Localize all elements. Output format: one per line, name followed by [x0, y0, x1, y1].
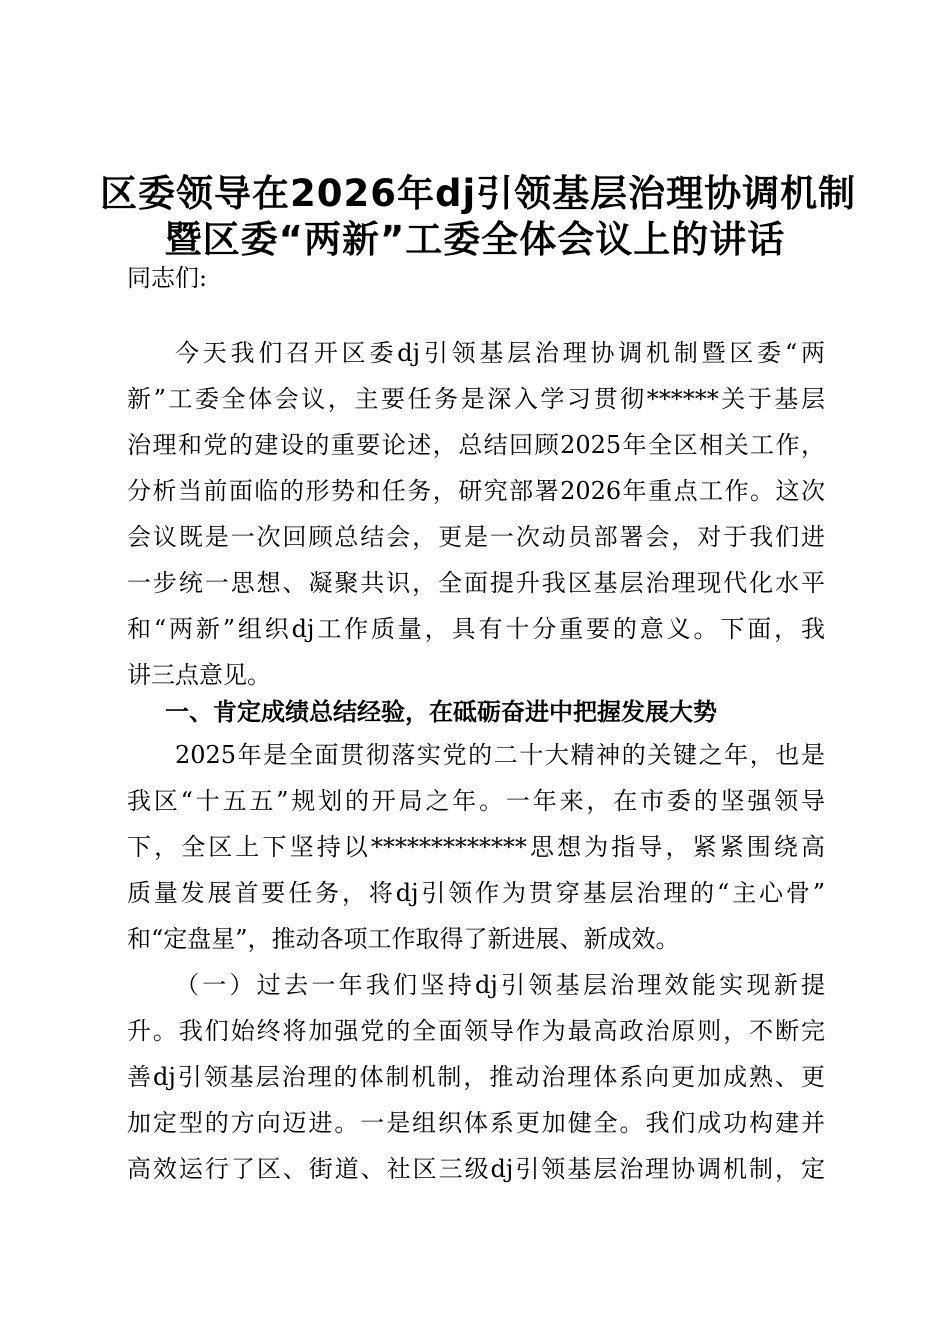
paragraph-line: 我区“十五五”规划的开局之年。一年来，在市委的坚强领导 [127, 787, 825, 815]
paragraph-line: 一步统一思想、凝聚共识，全面提升我区基层治理现代化水平 [127, 569, 825, 597]
paragraph-line: 升。我们始终将加强党的全面领导作为最高政治原则，不断完 [127, 1017, 825, 1045]
paragraph-line: 下，全区上下坚持以*************思想为指导，紧紧围绕高 [127, 833, 825, 861]
section-heading: 一、肯定成绩总结经验，在砥砺奋进中把握发展大势 [165, 698, 717, 726]
paragraph-line: 讲三点意见。 [127, 661, 271, 689]
paragraph-line: 治理和党的建设的重要论述，总结回顾2025年全区相关工作， [127, 431, 825, 459]
paragraph-line: 今天我们召开区委dj引领基层治理协调机制暨区委“两 [175, 339, 825, 367]
paragraph-line: 加定型的方向迈进。一是组织体系更加健全。我们成功构建并 [127, 1109, 825, 1137]
paragraph-line: 新”工委全体会议，主要任务是深入学习贯彻******关于基层 [127, 385, 825, 413]
paragraph-line: 会议既是一次回顾总结会，更是一次动员部署会，对于我们进 [127, 523, 825, 551]
subsection-heading-line: （一）过去一年我们坚持dj引领基层治理效能实现新提 [175, 971, 825, 999]
paragraph-line: 和“定盘星”，推动各项工作取得了新进展、新成效。 [127, 925, 680, 953]
document-title-line-1: 区委领导在2026年dj引领基层治理协调机制 [100, 172, 857, 215]
salutation: 同志们: [127, 264, 208, 292]
paragraph-line: 质量发展首要任务，将dj引领作为贯穿基层治理的“主心骨” [127, 879, 825, 907]
paragraph-line: 善dj引领基层治理的体制机制，推动治理体系向更加成熟、更 [127, 1063, 825, 1091]
paragraph-line: 高效运行了区、街道、社区三级dj引领基层治理协调机制，定 [127, 1155, 825, 1183]
paragraph-line: 分析当前面临的形势和任务，研究部署2026年重点工作。这次 [127, 477, 825, 505]
paragraph-line: 和“两新”组织dj工作质量，具有十分重要的意义。下面，我 [127, 615, 825, 643]
paragraph-line: 2025年是全面贯彻落实党的二十大精神的关键之年，也是 [175, 741, 825, 769]
document-title-line-2: 暨区委“两新”工委全体会议上的讲话 [164, 218, 786, 261]
